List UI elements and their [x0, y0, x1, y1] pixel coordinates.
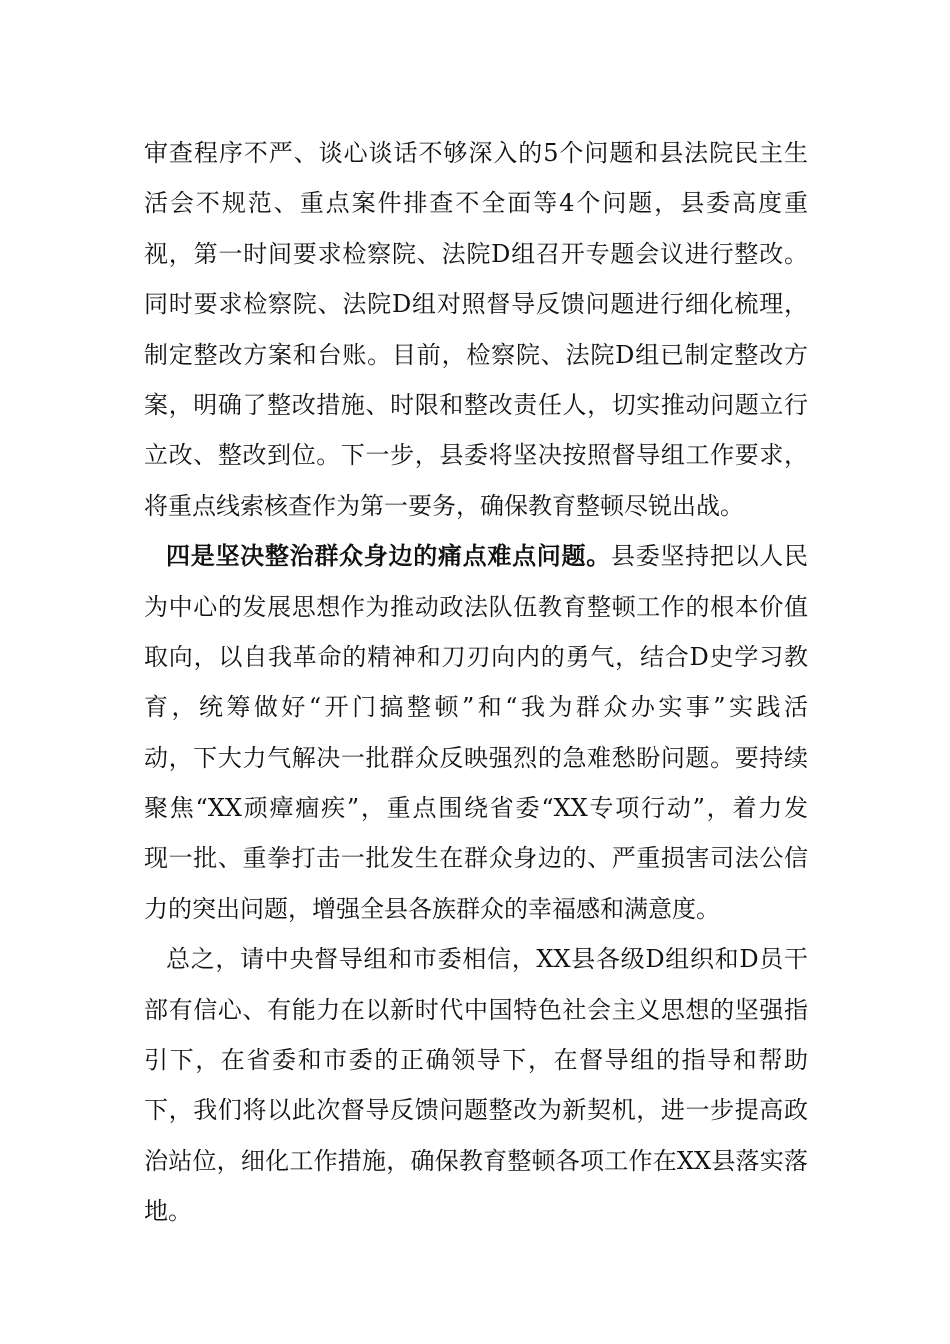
text-line-first: 总之，请中央督导组和市委相信，XX县各级D组织和D员干 [166, 945, 808, 974]
text-line: 力的突出问题，增强全县各族群众的幸福感和满意度。 [144, 894, 720, 923]
text-line: 治站位，细化工作措施，确保教育整顿各项工作在XX县落实落 [144, 1146, 808, 1175]
text-line: 为中心的发展思想作为推动政法队伍教育整顿工作的根本价值 [144, 592, 808, 621]
text-line: 动，下大力气解决一批群众反映强烈的急难愁盼问题。要持续 [144, 743, 808, 772]
text-line: 现一批、重拳打击一批发生在群众身边的、严重损害司法公信 [144, 844, 808, 873]
text-line: 视，第一时间要求检察院、法院D组召开专题会议进行整改。 [144, 239, 808, 268]
text-line: 聚焦“XX顽瘴痼疾”，重点围绕省委“XX专项行动”，着力发 [144, 794, 808, 823]
text-line: 部有信心、有能力在以新时代中国特色社会主义思想的坚强指 [144, 995, 808, 1024]
text-line: 审查程序不严、谈心谈话不够深入的5个问题和县法院民主生 [144, 139, 808, 167]
text-line: 取向，以自我革命的精神和刀刃向内的勇气，结合D史学习教 [144, 642, 808, 671]
document-body [144, 128, 808, 1237]
text-line: 育，统筹做好“开门搞整顿”和“我为群众办实事”实践活 [144, 693, 808, 722]
text-line: 同时要求检察院、法院D组对照督导反馈问题进行细化梳理， [144, 290, 808, 319]
text-line: 地。 [144, 1197, 192, 1226]
paragraph-conclusion [144, 934, 808, 1236]
paragraph-heading: 四是坚决整治群众身边的痛点难点问题。 [166, 541, 611, 571]
paragraph-heading-continuation: 县委坚持把以人民 [610, 542, 809, 571]
paragraph-rectification-progress [144, 128, 808, 531]
paragraph-public-issues [144, 531, 808, 934]
text-line-first [144, 531, 808, 581]
text-line: 制定整改方案和台账。目前，检察院、法院D组已制定整改方 [144, 340, 808, 369]
text-line: 引下，在省委和市委的正确领导下，在督导组的指导和帮助 [144, 1046, 808, 1075]
text-line: 将重点线索核查作为第一要务，确保教育整顿尽锐出战。 [144, 491, 744, 520]
text-line: 活会不规范、重点案件排查不全面等4个问题，县委高度重 [144, 189, 808, 218]
text-line: 立改、整改到位。下一步，县委将坚决按照督导组工作要求， [144, 441, 808, 470]
text-line: 下，我们将以此次督导反馈问题整改为新契机，进一步提高政 [144, 1096, 808, 1125]
text-line: 案，明确了整改措施、时限和整改责任人，切实推动问题立行 [144, 390, 808, 419]
